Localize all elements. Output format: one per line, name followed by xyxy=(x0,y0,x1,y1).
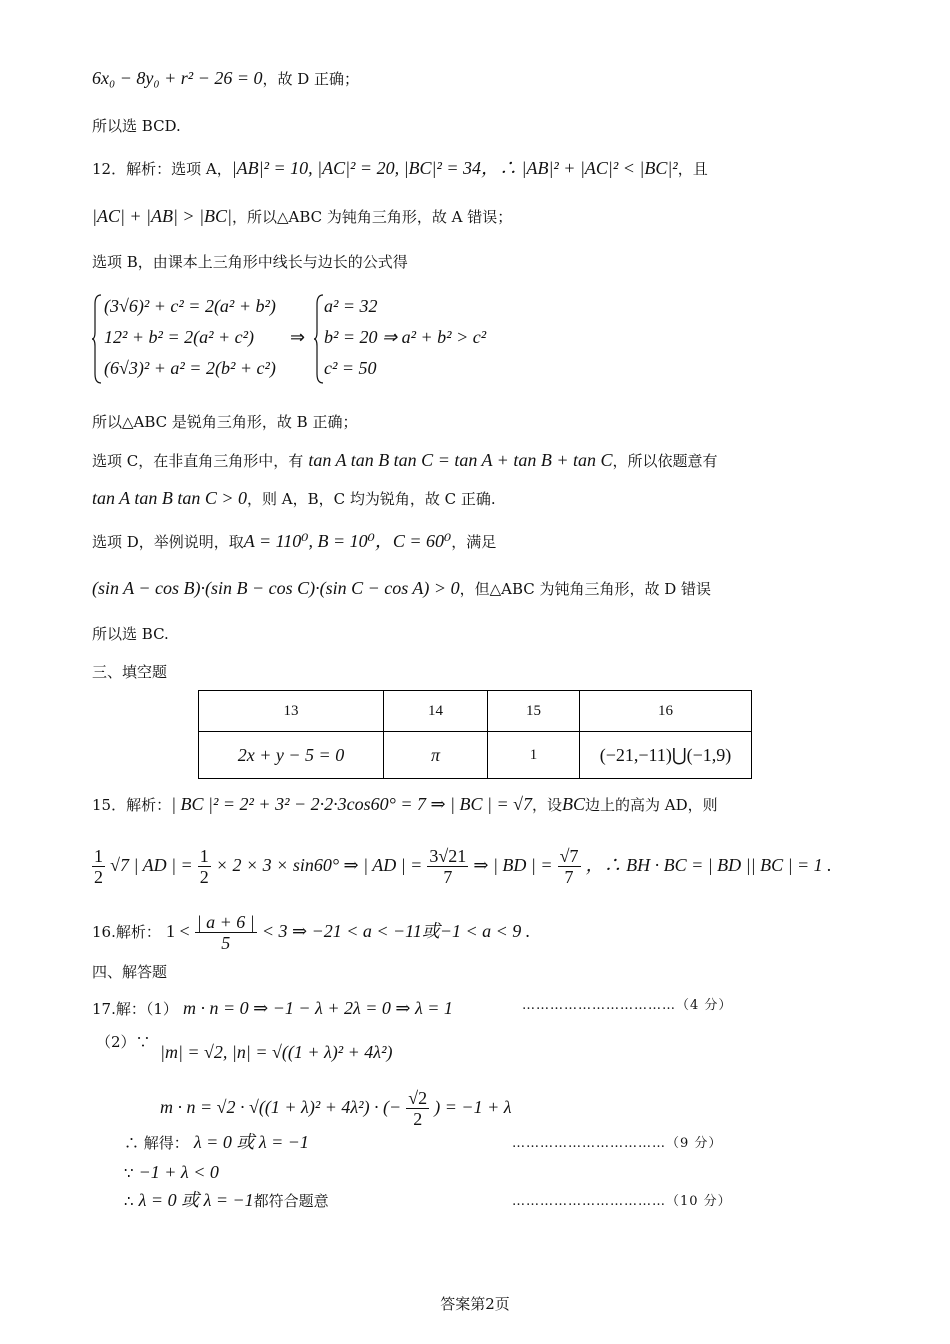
system-left-row-3: (6√3)² + a² = 2(b² + c²) xyxy=(104,358,276,378)
table-row xyxy=(199,732,752,779)
system-right-row-2: b² = 20 ⇒ a² + b² > c² xyxy=(324,327,487,347)
fraction-half-2 xyxy=(198,846,211,887)
equation-bc-length: | BC |² = 2² + 3² − 2·2·3cos60° = 7 ⇒ | BC | = √7 xyxy=(171,794,532,814)
equation-part: 1 < xyxy=(165,921,190,941)
text: ，故 D 正确； xyxy=(262,70,360,88)
table-header-15: 15 xyxy=(488,691,580,732)
line-p17-solve xyxy=(124,1130,309,1155)
fraction-half xyxy=(92,846,105,887)
answer-table xyxy=(198,690,752,779)
system-right-row-1: a² = 32 xyxy=(324,296,378,316)
numerator: | a + 6 | xyxy=(196,912,255,932)
equation-magnitudes: |m| = √2, |n| = √((1 + λ)² + 4λ²) xyxy=(160,1042,393,1062)
table-header-14: 14 xyxy=(384,691,488,732)
text: 都符合题意 xyxy=(253,1192,329,1210)
system-left-row-1: (3√6)² + c² = 2(a² + b²) xyxy=(104,296,276,316)
equation-tan-positive: tan A tan B tan C > 0 xyxy=(92,488,247,508)
text: 12．解析：选项 A， xyxy=(92,160,232,178)
numerator: 1 xyxy=(94,846,103,866)
equation-bd: ⇒ | BD | = xyxy=(473,855,553,875)
section-answers: 四、解答题 xyxy=(92,963,168,981)
line-p15-cont xyxy=(92,846,832,887)
table-header-13: 13 xyxy=(199,691,384,732)
text: ∴ xyxy=(124,1192,134,1210)
line-p17-because xyxy=(124,1160,219,1185)
equation-dot-product-2: m · n = √2 · √((1 + λ)² + 4λ²) · (− xyxy=(160,1097,402,1117)
text: 选项 D，举例说明，取 xyxy=(92,533,244,551)
table-header-row xyxy=(199,691,752,732)
table-cell-16: (−21,−11)⋃(−1,9) xyxy=(580,732,752,779)
fraction-bd xyxy=(558,846,581,887)
line-conclusion-bcd: 所以选 BCD. xyxy=(92,117,181,135)
text: ，所以依题意有 xyxy=(612,452,718,470)
line-equation-d xyxy=(92,66,359,91)
numerator: √2 xyxy=(408,1088,428,1108)
text: 边上的高为 AD，则 xyxy=(585,796,718,814)
equation-dot-zero: m · n = 0 ⇒ −1 − λ + 2λ = 0 ⇒ λ = 1 xyxy=(183,998,453,1018)
line-p17-conclusion xyxy=(124,1188,329,1213)
system-left-row-2: 12² + b² = 2(a² + c²) xyxy=(104,327,255,347)
score-9: ……………………………（9 分） xyxy=(512,1136,723,1151)
line-p17-dot xyxy=(160,1088,512,1129)
equation-dot-product: ，∴ BH · BC = | BD || BC | = 1 . xyxy=(585,855,832,875)
equation-tan-identity: tan A tan B tan C = tan A + tan B + tan C xyxy=(308,450,613,470)
denominator: 2 xyxy=(199,867,209,887)
fraction-ad xyxy=(427,846,468,887)
system-right-row-3: c² = 50 xyxy=(324,358,377,378)
denominator: 7 xyxy=(443,867,453,887)
equation-lengths: |AB|² = 10, |AC|² = 20, |BC|² = 34，∴ |AB|² + |AC|² < |BC|² xyxy=(231,158,678,178)
equation-circle: 6x₀ − 8y₀ + r² − 26 = 0 xyxy=(92,68,263,88)
denominator: 7 xyxy=(564,867,574,887)
text: ，但△ABC 为钝角三角形，故 D 错误 xyxy=(459,580,712,598)
text: ，则 A，B，C 均为锐角，故 C 正确. xyxy=(247,490,496,508)
line-conclusion-bc: 所以选 BC. xyxy=(92,625,169,643)
line-p12-option-d-cont xyxy=(92,576,711,601)
fraction-distance xyxy=(195,912,257,953)
line-p12-option-c-cont xyxy=(92,486,496,511)
line-p12-option-b: 选项 B，由课本上三角形中线长与边长的公式得 xyxy=(92,253,408,271)
equation-final: λ = 0 或 λ = −1 xyxy=(138,1190,254,1210)
text: ∵ xyxy=(124,1164,134,1182)
text: ，满足 xyxy=(451,533,497,551)
implies-arrow: ⇒ xyxy=(290,327,306,347)
line-p15 xyxy=(92,792,718,817)
line-p17-part2-label: （2）∵ xyxy=(96,1033,151,1051)
equation-ad: × 2 × 3 × sin60° ⇒ | AD | = xyxy=(215,855,423,875)
equation-angles: A = 110⁰, B = 10⁰，C = 60⁰ xyxy=(243,531,452,551)
numerator: √7 xyxy=(559,846,579,866)
denominator: 5 xyxy=(221,933,231,953)
page-footer: 答案第2页 xyxy=(440,1295,510,1313)
line-p12-option-a-cont xyxy=(92,204,512,229)
equation-sin-cos-product: (sin A − cos B)·(sin B − cos C)·(sin C − cos A) > 0 xyxy=(92,578,460,598)
text: ，所以△ABC 为钝角三角形，故 A 错误； xyxy=(231,208,513,226)
line-p17-part1 xyxy=(92,996,453,1021)
equation-range: < 3 ⇒ −21 < a < −11或−1 < a < 9 . xyxy=(261,921,531,941)
line-p12-option-d xyxy=(92,529,496,554)
equation-triangle-ineq: |AC| + |AB| > |BC| xyxy=(92,206,232,226)
equation-solutions: λ = 0 或 λ = −1 xyxy=(193,1132,309,1152)
text: 选项 C，在非直角三角形中，有 xyxy=(92,452,304,470)
text: 15．解析： xyxy=(92,796,172,814)
numerator: 3√21 xyxy=(429,846,467,866)
equation-area: √7 | AD | = xyxy=(110,855,193,875)
equation-condition: −1 + λ < 0 xyxy=(138,1162,219,1182)
section-fill-in-blanks: 三、填空题 xyxy=(92,663,168,681)
table-header-16: 16 xyxy=(580,691,752,732)
text: ，设 xyxy=(531,796,562,814)
table-cell-15: 1 xyxy=(488,732,580,779)
line-p12-b-conclusion: 所以△ABC 是锐角三角形，故 B 正确； xyxy=(92,413,358,431)
score-4: ……………………………（4 分） xyxy=(522,998,733,1013)
text: 16.解析： xyxy=(92,923,161,941)
table-cell-14: π xyxy=(384,732,488,779)
numerator: 1 xyxy=(199,846,209,866)
text: 17.解：（1） xyxy=(92,1000,178,1018)
table-cell-13: 2x + y − 5 = 0 xyxy=(199,732,384,779)
score-10: ……………………………（10 分） xyxy=(512,1194,732,1209)
fraction-sqrt2-half xyxy=(406,1088,429,1129)
text: ∴ 解得： xyxy=(124,1134,189,1152)
denominator: 2 xyxy=(413,1109,423,1129)
line-p17-magnitudes xyxy=(160,1040,393,1065)
left-brace-icon xyxy=(92,294,102,384)
equation-rhs: ) = −1 + λ xyxy=(434,1097,512,1117)
bc-label: BC xyxy=(561,794,585,814)
denominator: 2 xyxy=(94,867,103,887)
line-p16 xyxy=(92,912,530,953)
line-p12-option-c xyxy=(92,448,718,473)
text: ，且 xyxy=(677,160,708,178)
right-brace-icon xyxy=(314,294,324,384)
line-p12-option-a xyxy=(92,156,708,181)
